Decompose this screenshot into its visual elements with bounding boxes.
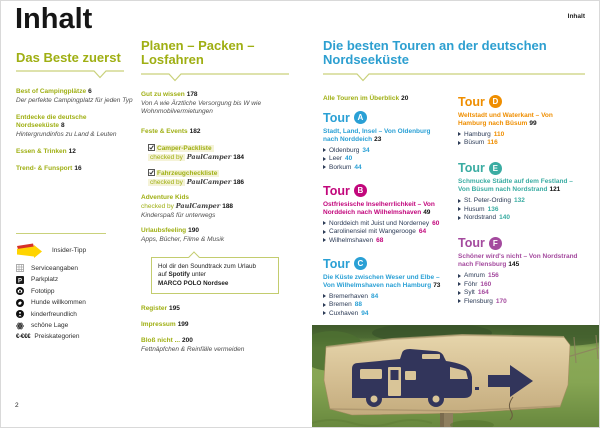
entry-title: Trend- & Funsport xyxy=(16,165,73,173)
stop-name: Leer xyxy=(329,155,343,163)
tour-title: Die Küste zwischen Weser und Elbe – Von Wilhelmshaven nach Hamburg xyxy=(323,273,440,289)
tour-stop xyxy=(458,214,589,222)
tour-b xyxy=(323,184,451,245)
entry-page: 195 xyxy=(169,305,180,313)
tour-stop xyxy=(323,301,451,309)
legend-item xyxy=(16,287,134,295)
stop-bullet-icon xyxy=(458,199,461,203)
legend-item xyxy=(16,310,134,318)
tour-stop xyxy=(323,310,451,318)
tour-stop xyxy=(458,281,589,289)
legend-label: Serviceangaben xyxy=(31,264,78,272)
entry-desc: Apps, Bücher, Filme & Musik xyxy=(141,235,225,243)
price-range-icon: €-€€€ xyxy=(16,333,31,340)
entry-title: Entdecke die deutsche Nordseeküste xyxy=(16,114,87,130)
entry-title: Urlaubsfeeling xyxy=(141,226,187,234)
tour-stop xyxy=(458,139,589,147)
marco-polo-nordsee-label: MARCO POLO Nordsee xyxy=(158,279,229,287)
entry-title: Impressum xyxy=(141,321,176,329)
stop-page: 68 xyxy=(376,236,384,244)
entry-page: 178 xyxy=(186,90,198,98)
stop-page: 34 xyxy=(362,146,370,154)
entry-page: 190 xyxy=(188,226,200,234)
running-head: Inhalt xyxy=(567,13,585,20)
tour-stop xyxy=(323,164,451,172)
tour-word: Tour xyxy=(323,256,350,271)
stop-bullet-icon xyxy=(323,221,326,225)
tour-f xyxy=(458,236,589,306)
tour-page: 145 xyxy=(508,261,520,269)
overview-title: Alle Touren im Überblick xyxy=(323,94,400,102)
tour-page: 73 xyxy=(433,281,441,289)
camera-icon xyxy=(16,287,27,295)
entry-title: Gut zu wissen xyxy=(141,90,185,98)
paulcamper-logo: PaulCamper xyxy=(186,177,232,186)
checked-by-label: checked by xyxy=(150,178,183,186)
stop-page: 84 xyxy=(371,292,379,300)
entry-page: 6 xyxy=(88,88,92,96)
stop-name: Wilhelmshaven xyxy=(329,236,374,244)
chevron-underline-icon xyxy=(16,70,124,79)
stop-bullet-icon xyxy=(458,299,461,303)
entry-desc: Hintergrundinfos zu Land & Leuten xyxy=(16,131,117,139)
entry-page: 12 xyxy=(68,148,76,156)
stop-page: 60 xyxy=(432,219,440,227)
entry-page: 186 xyxy=(233,178,245,186)
tour-stop xyxy=(323,155,451,163)
toc-entry xyxy=(141,305,296,313)
stop-name: Sylt xyxy=(464,289,475,297)
stop-name: Büsum xyxy=(464,139,485,147)
spotify-label: Spotify xyxy=(168,271,190,279)
legend-item xyxy=(16,276,134,284)
entry-page: 200 xyxy=(182,337,193,345)
section-heading: Die besten Touren an der deutschen Nordseeküste xyxy=(323,38,547,68)
entry-title: Register xyxy=(141,305,168,313)
legend-item xyxy=(16,333,134,340)
paulcamper-logo: PaulCamper xyxy=(186,152,232,161)
stop-name: Flensburg xyxy=(464,297,493,305)
tour-stop xyxy=(323,220,451,228)
stop-name: Bremerhaven xyxy=(329,292,369,300)
toc-entry xyxy=(141,128,296,136)
tour-stop xyxy=(458,298,589,306)
entry-page: 184 xyxy=(233,153,245,161)
camper-sign-illustration xyxy=(312,325,600,428)
paulcamper-logo: PaulCamper xyxy=(175,201,221,210)
legend-label: Parkplatz xyxy=(31,276,59,283)
stop-name: Borkum xyxy=(329,163,352,171)
camper-mid-window xyxy=(405,371,416,380)
stop-bullet-icon xyxy=(458,291,461,295)
chevron-underline-icon xyxy=(141,73,289,82)
stop-page: 88 xyxy=(354,301,362,309)
stop-bullet-icon xyxy=(458,132,461,136)
entry-page: 182 xyxy=(189,127,201,135)
toc-entry xyxy=(141,227,296,244)
stop-bullet-icon xyxy=(323,311,326,315)
checkbox-icon xyxy=(148,144,155,151)
tour-stop xyxy=(458,206,589,214)
stop-bullet-icon xyxy=(323,230,326,234)
page-number: 2 xyxy=(15,402,19,409)
entry-page: 199 xyxy=(177,321,189,329)
stop-bullet-icon xyxy=(323,238,326,242)
entry-desc: Kinderspaß für unterwegs xyxy=(141,211,216,219)
legend-item xyxy=(16,322,134,330)
stop-name: Bremen xyxy=(329,301,352,309)
checklist-entry xyxy=(148,144,296,162)
legend-item xyxy=(16,299,134,307)
camper-sign-photo xyxy=(312,325,600,428)
entry-desc: Von A wie Ärztliche Versorgung bis W wie Wohnmobilvermietungen xyxy=(141,99,262,115)
legend xyxy=(16,233,134,344)
stop-page: 94 xyxy=(361,309,369,317)
entry-title: Adventure Kids xyxy=(141,193,190,201)
flower-icon xyxy=(16,322,27,330)
tour-badge: C xyxy=(354,257,367,270)
entry-desc: Fettnäpfchen & Reinfälle vermeiden xyxy=(141,346,245,354)
entry-title: Essen & Trinken xyxy=(16,148,67,156)
tour-e xyxy=(458,161,589,222)
checklist-title: Fahrzeugcheckliste xyxy=(157,169,218,177)
legend-label: Preiskategorien xyxy=(34,333,80,340)
tour-stop xyxy=(323,293,451,301)
stop-page: 160 xyxy=(480,280,492,288)
page-title: Inhalt xyxy=(15,3,93,35)
section-heading: Planen – Packen – Losfahren xyxy=(141,38,255,68)
stop-name: Husum xyxy=(464,205,485,213)
tour-word: Tour xyxy=(323,110,350,125)
tour-page: 49 xyxy=(423,208,431,216)
spotify-note-mid: unter xyxy=(191,271,206,279)
tour-page: 121 xyxy=(549,186,561,194)
section-heading: Das Beste zuerst xyxy=(16,50,121,65)
stop-page: 156 xyxy=(487,272,499,280)
stop-name: Föhr xyxy=(464,280,478,288)
stop-name: Hamburg xyxy=(464,130,491,138)
tour-d xyxy=(458,95,589,148)
service-grid-icon xyxy=(16,264,27,272)
tour-overview xyxy=(323,95,451,103)
spotify-note-pre: auf xyxy=(158,271,167,279)
tour-c xyxy=(323,257,451,318)
tour-title: Weltstadt und Waterkant – Von Hamburg nach Büsum xyxy=(458,111,553,127)
toc-entry xyxy=(141,337,296,354)
legend-label: Fototipp xyxy=(31,287,55,295)
stop-page: 110 xyxy=(493,130,505,138)
toc-entry xyxy=(141,91,296,116)
entry-page: 8 xyxy=(61,122,65,130)
stop-bullet-icon xyxy=(458,207,461,211)
legend-label: Insider-Tipp xyxy=(52,247,87,254)
stop-bullet-icon xyxy=(323,148,326,152)
spotify-note xyxy=(151,257,279,295)
stop-page: 40 xyxy=(345,155,353,163)
stop-page: 44 xyxy=(354,163,362,171)
svg-text:P: P xyxy=(17,277,23,284)
entry-page: 16 xyxy=(74,165,82,173)
tour-page: 99 xyxy=(529,119,537,127)
stop-page: 132 xyxy=(513,197,525,205)
tour-word: Tour xyxy=(458,161,485,176)
tour-badge: F xyxy=(489,237,502,250)
legend-item xyxy=(16,243,134,258)
tour-badge: E xyxy=(489,162,502,175)
tour-stop xyxy=(458,272,589,280)
stop-bullet-icon xyxy=(458,141,461,145)
section-touren xyxy=(323,39,589,330)
overview-page: 20 xyxy=(401,94,409,102)
tour-page: 23 xyxy=(374,135,382,143)
tour-word: Tour xyxy=(458,236,485,251)
entry-title: Feste & Events xyxy=(141,127,188,135)
entry-title: Bloß nicht ... xyxy=(141,337,180,345)
checked-by-label: checked by xyxy=(141,202,174,210)
toc-entry xyxy=(16,114,134,139)
stop-bullet-icon xyxy=(458,216,461,220)
tour-a xyxy=(323,111,451,172)
entry-page: 188 xyxy=(222,202,234,210)
parking-icon xyxy=(16,276,27,284)
toc-entry xyxy=(16,165,134,173)
stop-page: 140 xyxy=(499,214,511,222)
tour-title: Ostfriesische Inselherrlichkeit – Von Norddeich nach Wilhelmshaven xyxy=(323,200,435,216)
legend-item xyxy=(16,264,134,272)
checklist-entry xyxy=(148,169,296,187)
tour-badge: B xyxy=(354,184,367,197)
legend-divider xyxy=(16,233,106,234)
stop-page: 164 xyxy=(477,289,489,297)
dog-icon xyxy=(16,299,27,307)
tour-badge: A xyxy=(354,111,367,124)
tour-title: Schmucke Städte auf dem Festland – Von Büsum nach Nordstrand xyxy=(458,178,573,194)
checklist-title: Camper-Packliste xyxy=(157,144,212,152)
chevron-underline-icon xyxy=(323,73,585,82)
tour-badge: D xyxy=(489,95,502,108)
stop-name: Nordstrand xyxy=(464,214,497,222)
tour-stop xyxy=(323,237,451,245)
stop-bullet-icon xyxy=(458,282,461,286)
speech-bubble-tail xyxy=(188,251,199,262)
legend-label: Hunde willkommen xyxy=(31,299,86,306)
tour-stop xyxy=(323,228,451,236)
tour-title: Schöner wird's nicht – Von Nordstrand nach Flensburg xyxy=(458,253,578,269)
stop-bullet-icon xyxy=(323,157,326,161)
spotify-note-line1: Hol dir den Soundtrack zum Urlaub xyxy=(158,262,256,270)
stop-name: Cuxhaven xyxy=(329,309,359,317)
checkbox-icon xyxy=(148,169,155,176)
tour-word: Tour xyxy=(458,94,485,109)
checked-by-label: checked by xyxy=(150,153,183,161)
stop-name: Carolinensiel mit Wangerooge xyxy=(329,228,416,236)
stop-name: St. Peter-Ording xyxy=(464,197,511,205)
child-icon xyxy=(16,310,27,318)
camper-alcove-window xyxy=(422,354,440,359)
toc-entry xyxy=(16,88,134,105)
stop-bullet-icon xyxy=(458,274,461,278)
stop-bullet-icon xyxy=(323,303,326,307)
legend-label: kinderfreundlich xyxy=(31,310,77,318)
camper-rear-window xyxy=(360,369,382,379)
stop-name: Norddeich mit Juist und Norderney xyxy=(329,219,430,227)
stop-page: 170 xyxy=(495,297,507,305)
tour-stop xyxy=(458,289,589,297)
toc-entry xyxy=(141,194,296,220)
stop-page: 116 xyxy=(487,139,498,147)
tour-word: Tour xyxy=(323,183,350,198)
stop-name: Oldenburg xyxy=(329,146,360,154)
toc-entry xyxy=(141,321,296,329)
entry-desc: Der perfekte Campingplatz für jeden Typ xyxy=(16,97,133,105)
toc-entry xyxy=(16,148,134,156)
tour-stop xyxy=(458,131,589,139)
stop-page: 64 xyxy=(418,228,427,236)
stop-page: 136 xyxy=(487,205,499,213)
section-planen-packen xyxy=(141,39,296,363)
stop-bullet-icon xyxy=(323,165,326,169)
stop-bullet-icon xyxy=(323,294,326,298)
tour-stop xyxy=(323,147,451,155)
tour-title: Stadt, Land, Insel – Von Oldenburg nach Norddeich xyxy=(323,127,431,143)
section-das-beste-zuerst xyxy=(16,51,134,391)
legend-label: schöne Lage xyxy=(31,322,69,329)
stop-name: Amrum xyxy=(464,272,485,280)
insider-tip-icon xyxy=(16,243,42,258)
tour-stop xyxy=(458,197,589,205)
entry-title: Best of Campingplätze xyxy=(16,88,87,96)
